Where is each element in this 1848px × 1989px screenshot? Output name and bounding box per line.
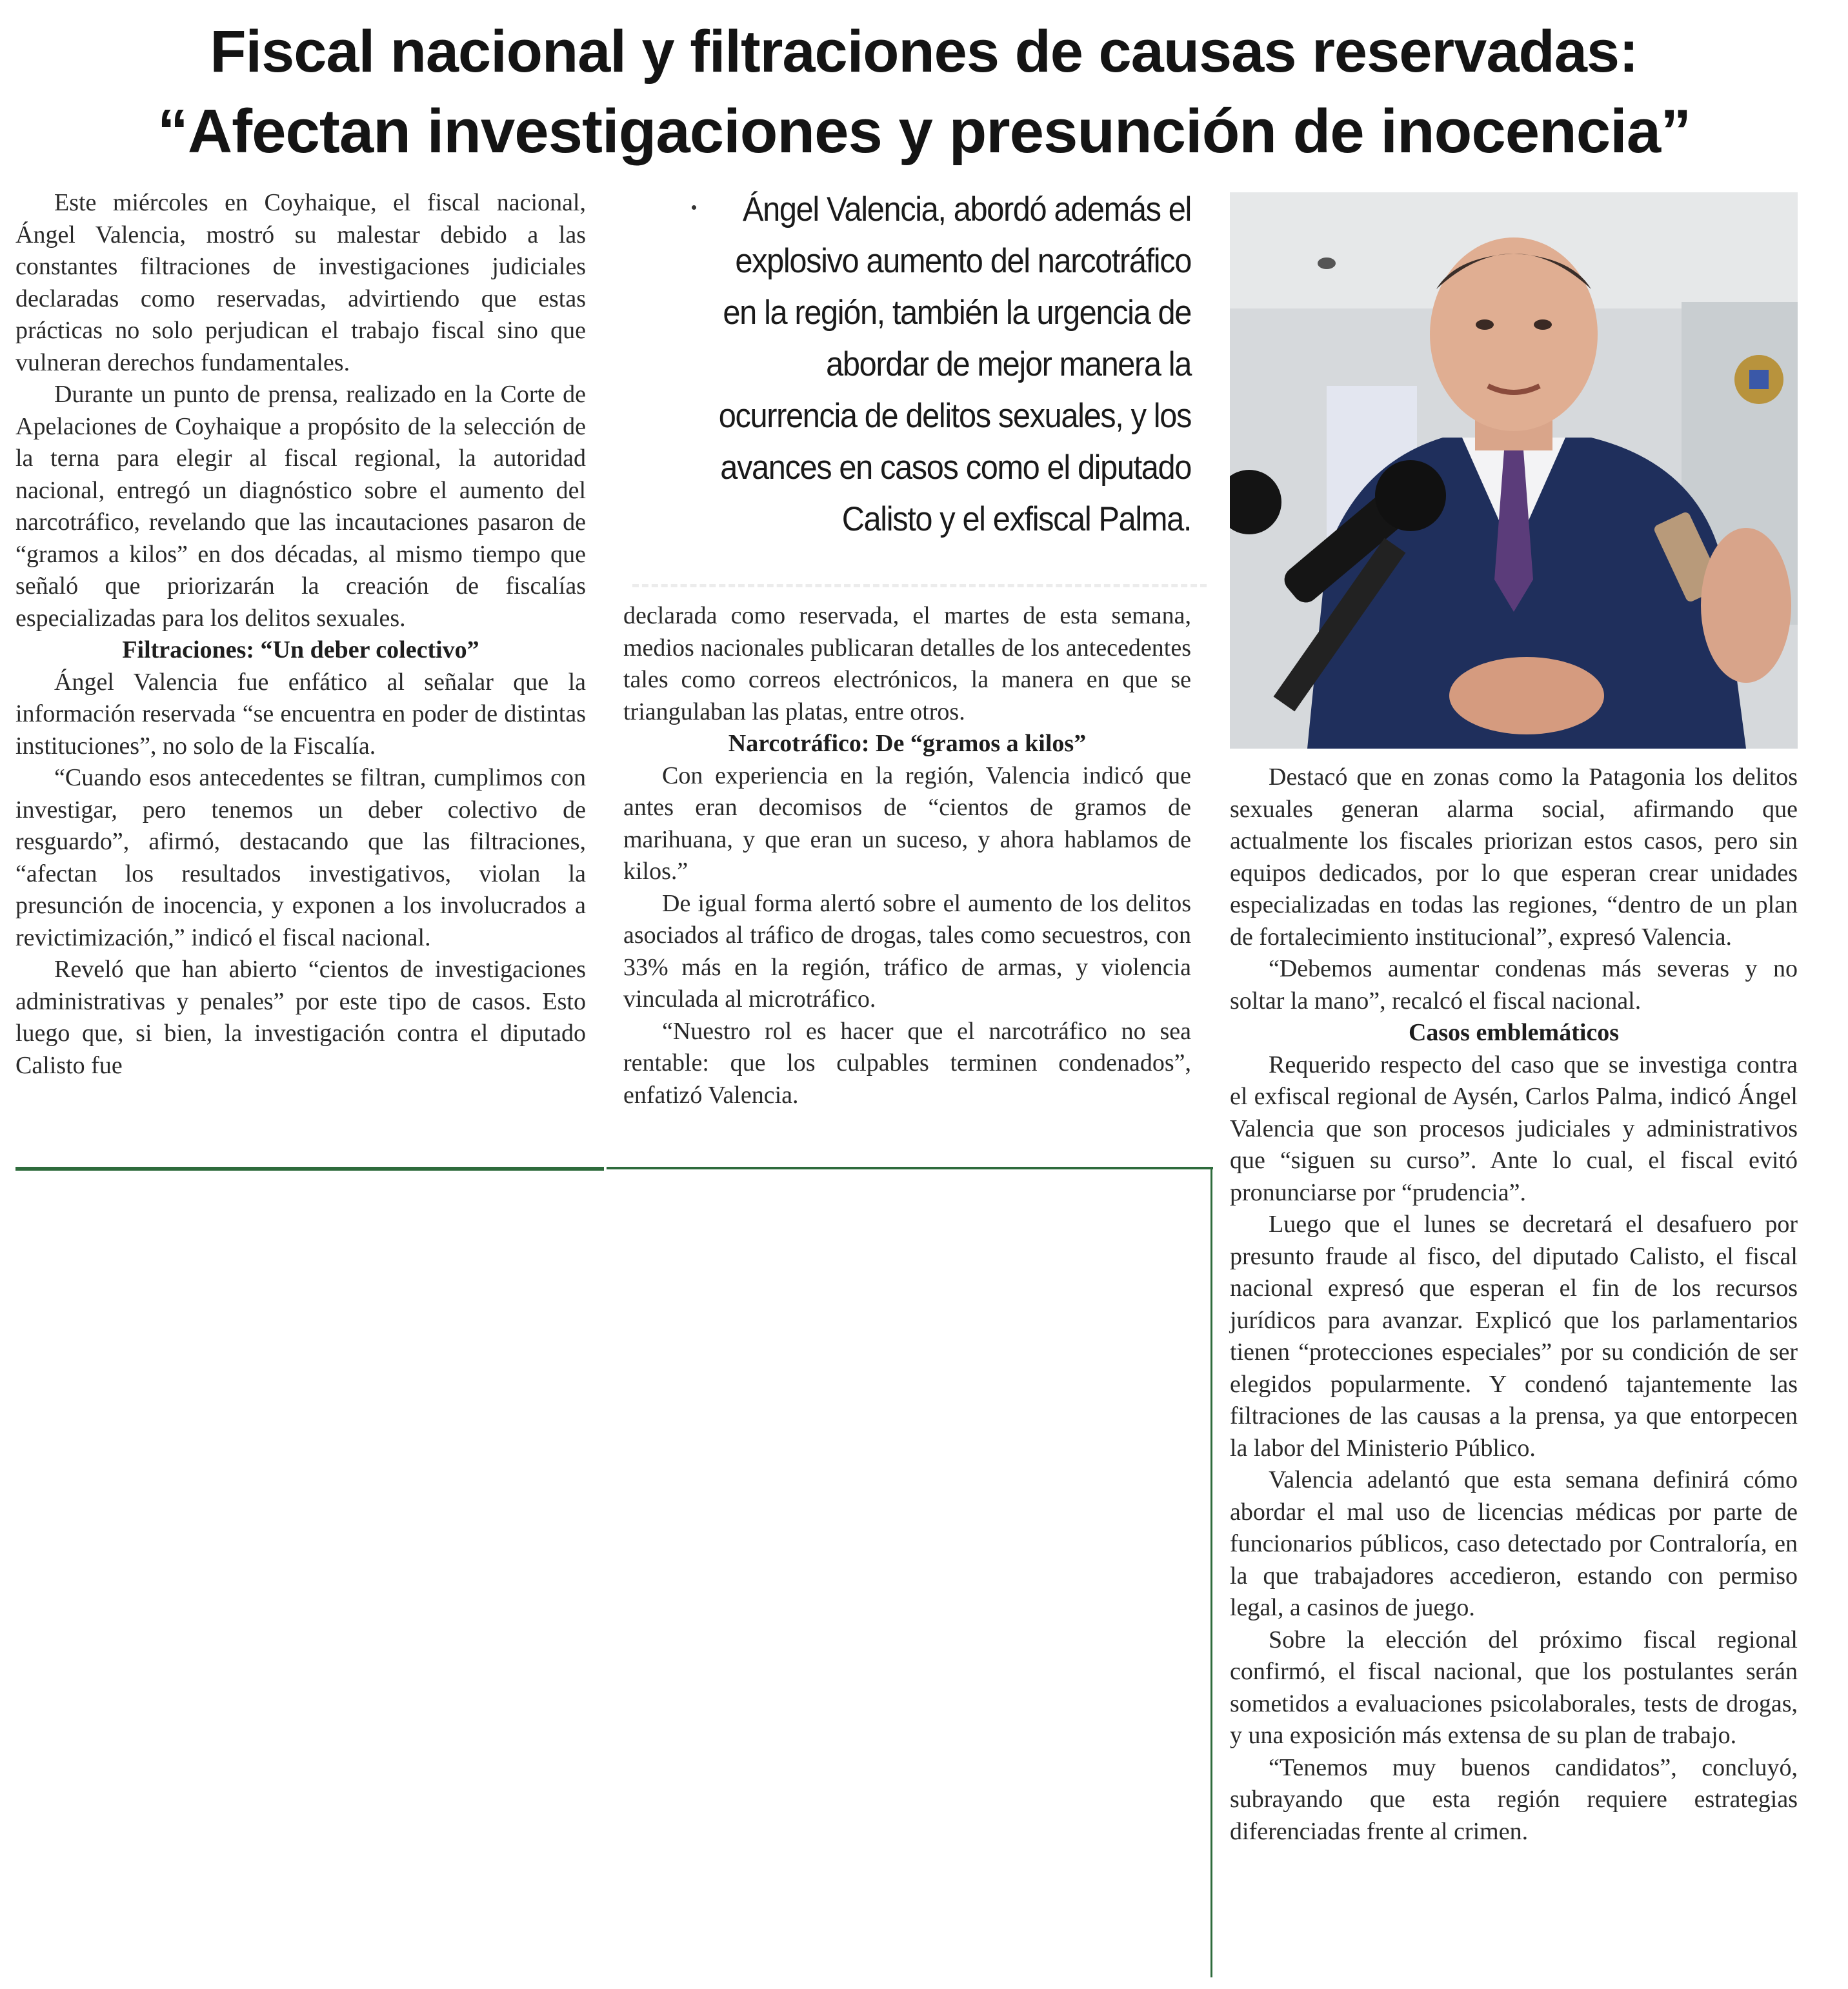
paragraph: Reveló que han abierto “cientos de investigaciones administrativas y penales” por este tipo de casos. Esto luego que, si bien, la investigación contra el diputado Calisto fue [15,956,586,1079]
dashed-divider [632,584,1207,587]
column-2-bottom-rule [607,1167,1213,1169]
paragraph: Con experiencia en la región, Valencia indicó que antes eran decomisos de “cientos de gramos de marihuana, y que eran un suceso, y ahora hablamos de kilos.” [623,762,1191,885]
paragraph: “Cuando esos antecedentes se filtran, cumplimos con investigar, pero tenemos un deber colectivo de resguardo”, afirmó, destacando que las filtraciones, “afectan los resultados investigativos, violan la presunción de inocencia, y exponen a los involucrados a revictimización,” indicó el fiscal nacional. [15,764,586,951]
subheading-narcotrafico: Narcotráfico: De “gramos a kilos” [728,730,1087,757]
paragraph: declarada como reservada, el martes de esta semana, medios nacionales publicaran detalles de los antecedentes tales como correos electrónicos, la manera en que se triangulaban las platas, entre otros. [623,602,1191,725]
column-1-bottom-rule [15,1167,604,1171]
subheading-filtraciones: Filtraciones: “Un deber colectivo” [122,636,479,663]
pull-quote: Ángel Valencia, abordó además el explosivo aumento del narcotráfico en la región, también la urgencia de abordar de mejor manera la ocurrencia de delitos sexuales, y los avances en casos como el diputado Calisto y el exfiscal Palma. [718,190,1191,538]
paragraph: Durante un punto de prensa, realizado en la Corte de Apelaciones de Coyhaique a propósito de la selección de la terna para elegir al fiscal regional, la autoridad nacional, entregó un diagnóstico sobre el aumento del narcotráfico, revelando que las incautaciones pasaron de “gramos a kilos” en dos décadas, al mismo tiempo que señaló que priorizarán la creación de fiscalías especializadas para los delitos sexuales. [15,381,586,632]
paragraph: Requerido respecto del caso que se investiga contra el exfiscal regional de Aysén, Carlos Palma, indicó Ángel Valencia que son procesos judiciales y administrativos que “siguen su curso”. Ante lo cual, el fiscal evitó pronunciarse por “prudencia”. [1230,1051,1798,1206]
paragraph: Sobre la elección del próximo fiscal regional confirmó, el fiscal nacional, que los postulantes serán sometidos a evaluaciones psicolaborales, tests de drogas, y una exposición más extensa de su plan de trabajo. [1230,1626,1798,1749]
article-column-1 [15,187,586,1082]
paragraph: “Tenemos muy buenos candidatos”, concluyó, subrayando que esta región requiere estrategias diferenciadas frente al crimen. [1230,1753,1798,1845]
paragraph: Ángel Valencia fue enfático al señalar que la información reservada “se encuentra en poder de distintas instituciones”, no solo de la Fiscalía. [15,668,586,760]
column-2-right-rule [1210,1167,1212,1977]
press-conference-photo [1230,192,1798,749]
article-column-2 [623,600,1191,1111]
article-column-3 [1230,762,1798,1848]
paragraph: “Debemos aumentar condenas más severas y no soltar la mano”, recalcó el fiscal nacional. [1230,955,1798,1015]
paragraph: “Nuestro rol es hacer que el narcotráfico no sea rentable: que los culpables terminen condenados”, enfatizó Valencia. [623,1017,1191,1109]
headline [0,12,1848,172]
paragraph: Destacó que en zonas como la Patagonia los delitos sexuales generan alarma social, afirmando que actualmente los fiscales priorizan estos casos, pero sin equipos dedicados, por lo que esperan crear unidades especializadas en todas las regiones, “dentro de un plan de fortalecimiento institucional”, expresó Valencia. [1230,763,1798,951]
paragraph: De igual forma alertó sobre el aumento de los delitos asociados al tráfico de drogas, tales como secuestros, con 33% más en la región, tráfico de armas, y violencia vinculada al microtráfico. [623,889,1191,1013]
headline-line-1: Fiscal nacional y filtraciones de causas reservadas: [210,19,1638,85]
paragraph: Valencia adelantó que esta semana definirá cómo abordar el mal uso de licencias médicas por parte de funcionarios públicos, caso detectado por Contraloría, en la que trabajadores accedieron, estando con permiso legal, a casinos de juego. [1230,1466,1798,1621]
subheading-casos-emblematicos: Casos emblemáticos [1408,1019,1620,1046]
paragraph: Luego que el lunes se decretará el desafuero por presunto fraude al fisco, del diputado Calisto, el fiscal nacional expresó que esperan el fin de los recursos jurídicos para avanzar. Explicó que los parlamentarios tienen “protecciones especiales” por su condición de ser elegidos popularmente. Y condenó tajantemente las filtraciones de las causas a la prensa, ya que entorpecen la labor del Ministerio Público. [1230,1211,1798,1462]
bullet-icon [692,205,696,210]
headline-line-2: “Afectan investigaciones y presunción de inocencia” [157,97,1691,166]
paragraph: Este miércoles en Coyhaique, el fiscal nacional, Ángel Valencia, mostró su malestar debido a las constantes filtraciones de investigaciones judiciales declaradas como reservadas, advirtiendo que estas prácticas no solo perjudican el trabajo fiscal sino que vulneran derechos fundamentales. [15,189,586,376]
